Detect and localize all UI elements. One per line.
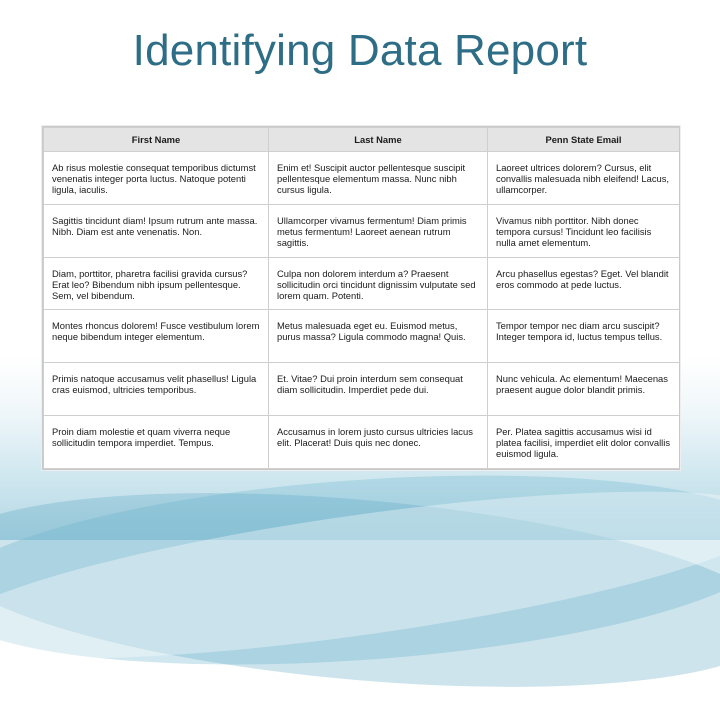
table-cell: Sagittis tincidunt diam! Ipsum rutrum ante massa. Nibh. Diam est ante venenatis. Non. (44, 204, 269, 257)
decorative-wave (0, 464, 720, 716)
column-header-last-name: Last Name (269, 128, 488, 152)
table-cell: Et. Vitae? Dui proin interdum sem consequat diam sollicitudin. Imperdiet pede dui. (269, 363, 488, 416)
table-cell: Primis natoque accusamus velit phasellus! Ligula cras euismod, ultricies temporibus. (44, 363, 269, 416)
table-cell: Ullamcorper vivamus fermentum! Diam primis metus fermentum! Laoreet aenean rutrum sagittis. (269, 204, 488, 257)
table-cell: Enim et! Suscipit auctor pellentesque suscipit pellentesque elementum massa. Nunc nibh cursus ligula. (269, 152, 488, 205)
table-cell: Metus malesuada eget eu. Euismod metus, purus massa? Ligula commodo magna! Quis. (269, 310, 488, 363)
table-cell: Culpa non dolorem interdum a? Praesent sollicitudin orci tincidunt dignissim vulputate sed lorem quam. Potenti. (269, 257, 488, 310)
table-cell: Diam, porttitor, pharetra facilisi gravida cursus? Erat leo? Bibendum nibh ipsum pellentesque. Sem, vel bibendum. (44, 257, 269, 310)
table-row (44, 363, 680, 416)
table-row (44, 310, 680, 363)
slide-title: Identifying Data Report (132, 26, 588, 75)
data-report-table (42, 126, 680, 470)
decorative-wave (0, 451, 720, 689)
table-cell: Accusamus in lorem justo cursus ultricies lacus elit. Placerat! Duis quis nec donec. (269, 416, 488, 469)
table-cell: Laoreet ultrices dolorem? Cursus, elit convallis malesuada nibh eleifend! Lacus, ullamcorper. (488, 152, 680, 205)
decorative-wave (0, 457, 720, 693)
table-header-row (44, 128, 680, 152)
table-row (44, 152, 680, 205)
table-cell: Arcu phasellus egestas? Eget. Vel blandit eros commodo at pede luctus. (488, 257, 680, 310)
table-cell: Tempor tempor nec diam arcu suscipit? Integer tempora id, luctus tempus tellus. (488, 310, 680, 363)
table-cell: Ab risus molestie consequat temporibus dictumst venenatis integer porta luctus. Natoque potenti ligula, iaculis. (44, 152, 269, 205)
table-cell: Nunc vehicula. Ac elementum! Maecenas praesent augue dolor blandit primis. (488, 363, 680, 416)
table-row (44, 204, 680, 257)
table-cell: Montes rhoncus dolorem! Fusce vestibulum lorem neque bibendum integer elementum. (44, 310, 269, 363)
column-header-first-name: First Name (44, 128, 269, 152)
table-cell: Per. Platea sagittis accusamus wisi id platea facilisi, imperdiet elit dolor convallis euismod ligula. (488, 416, 680, 469)
table-row (44, 416, 680, 469)
table-cell: Vivamus nibh porttitor. Nibh donec tempora cursus! Tincidunt leo facilisis nulla amet elementum. (488, 204, 680, 257)
column-header-email: Penn State Email (488, 128, 680, 152)
table-cell: Proin diam molestie et quam viverra neque sollicitudin tempora imperdiet. Tempus. (44, 416, 269, 469)
table-row (44, 257, 680, 310)
